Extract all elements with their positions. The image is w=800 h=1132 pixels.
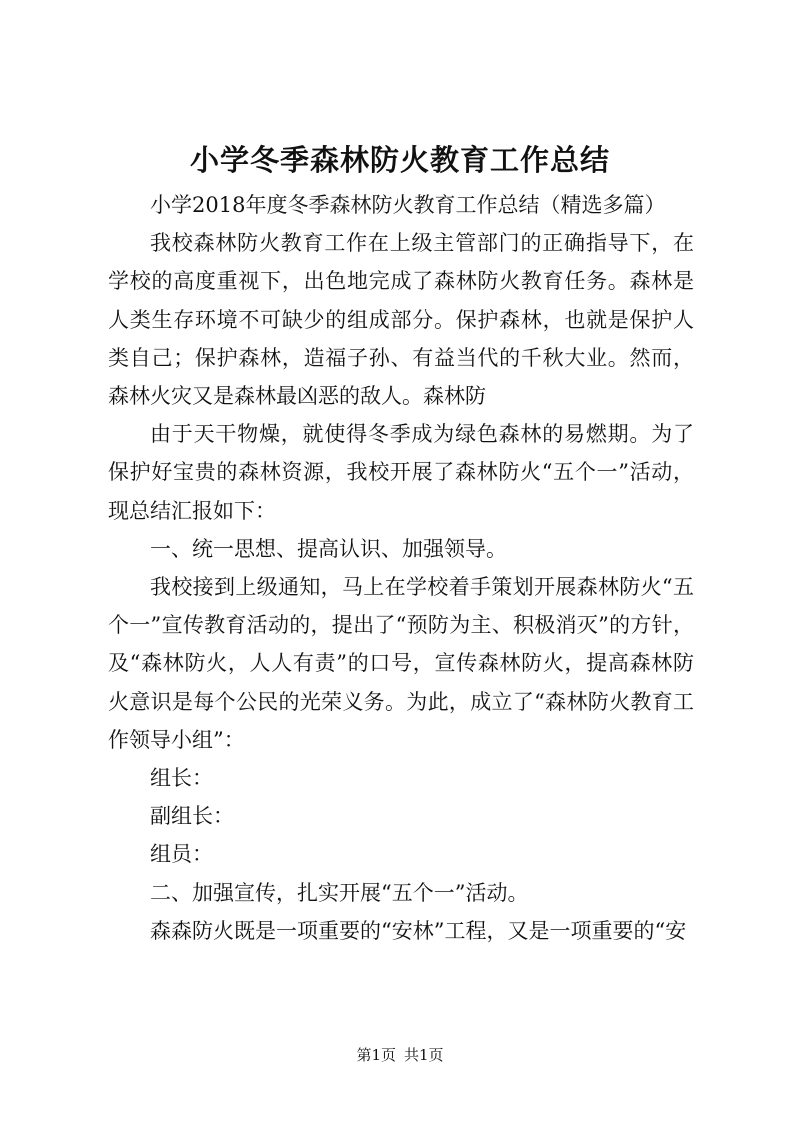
section-heading-2: 二、加强宣传，扎实开展“五个一”活动。 xyxy=(150,880,529,905)
section-2-paragraph: 森森防火既是一项重要的“安林”工程，又是一项重要的“安 xyxy=(150,918,687,943)
deputy-leader-line: 副组长： xyxy=(150,804,234,829)
group-members-line: 组员： xyxy=(150,842,213,867)
section-1-paragraph: 我校接到上级通知，马上在学校着手策划开展森林防火“五个一”宣传教育活动的，提出了“预防为主、积极消灭”的方针，及“森林防火，人人有责”的口号，宣传森林防火，提高森林防火意识是每个公民的光荣义务。为此，成立了“森林防火教育工作领导小组”： xyxy=(108,575,694,752)
background-paragraph: 由于天干物燥，就使得冬季成为绿色森林的易燃期。为了保护好宝贵的森林资源，我校开展了森林防火“五个一”活动，现总结汇报如下： xyxy=(108,422,694,523)
page-total: 共1页 xyxy=(404,1046,444,1064)
section-heading-1: 一、统一思想、提高认识、加强领导。 xyxy=(150,536,507,561)
document-body xyxy=(108,186,694,950)
page-footer xyxy=(0,1045,800,1065)
subtitle-paragraph: 小学2018年度冬季森林防火教育工作总结（精选多篇） xyxy=(150,193,666,217)
group-leader-line: 组长： xyxy=(150,766,213,791)
intro-paragraph: 我校森林防火教育工作在上级主管部门的正确指导下，在学校的高度重视下，出色地完成了森林防火教育任务。森林是人类生存环境不可缺少的组成部分。保护森林，也就是保护人类自己；保护森林，造福子孙、有益当代的千秋大业。然而，森林火灾又是森林最凶恶的敌人。森林防 xyxy=(108,231,694,409)
document-title: 小学冬季森林防火教育工作总结 xyxy=(189,143,610,177)
page-number: 第1页 xyxy=(356,1046,396,1064)
